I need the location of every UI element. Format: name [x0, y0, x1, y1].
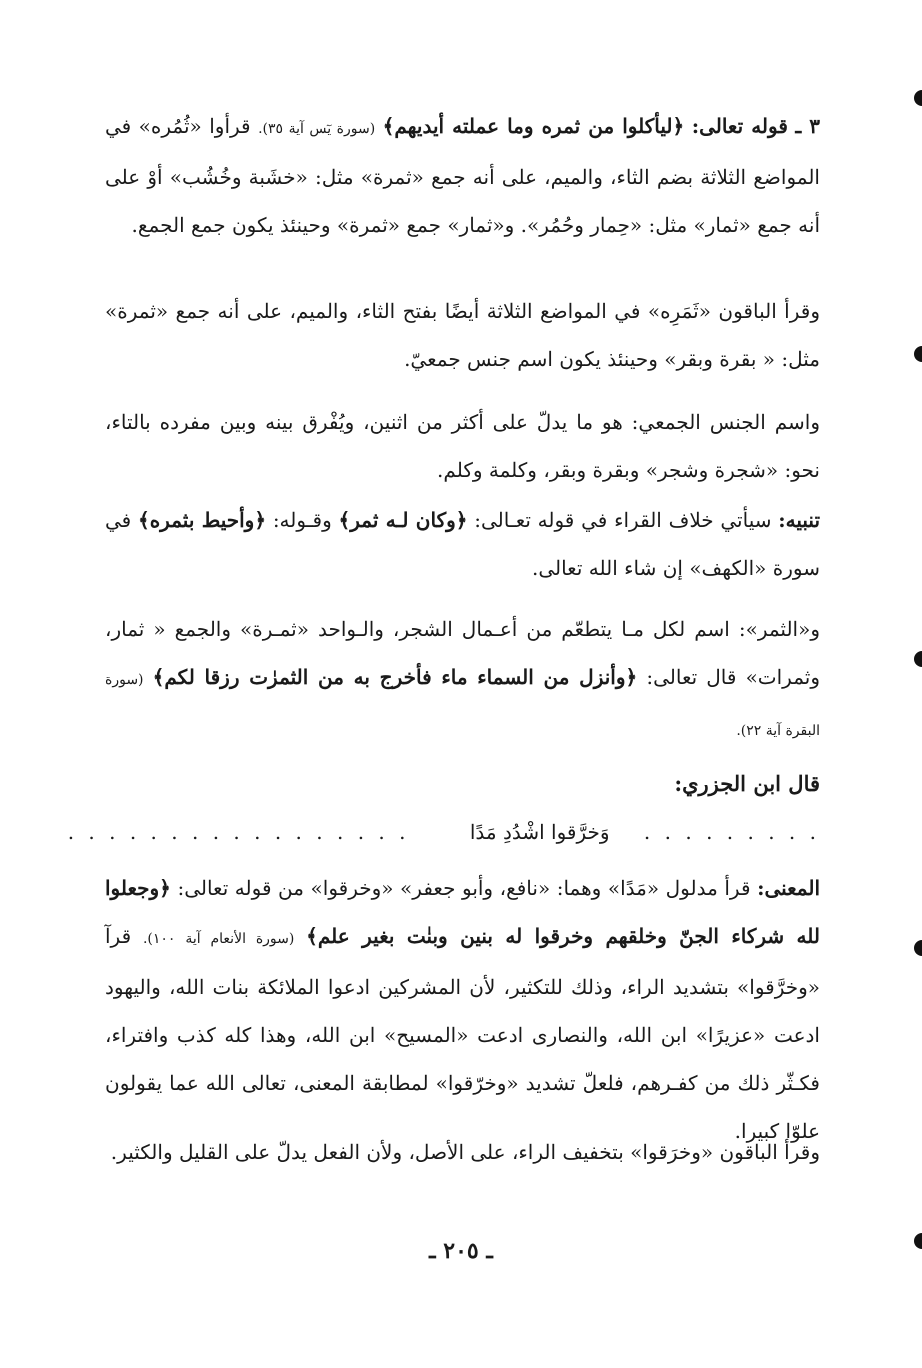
section-heading: قال ابن الجزري: — [674, 771, 820, 796]
paragraph-text: قرأوا «ثُمُره» في المواضع الثلاثة بضم الثاء، والميم، على أنه جمع «ثمرة» مثل: «خشَبة وخُشُب» أوْ على أنه جمع «ثمار» مثل: «حِمار وحُمُر». و«ثمار» جمع «ثمرة» وحينئذ يكون جمع الجمع. — [105, 114, 820, 237]
verse-text: وَخرَّقوا اشْدُدِ مَدًا — [469, 820, 610, 844]
meaning-label: المعنى: — [757, 876, 821, 900]
quranic-quote: ﴿وأنزل من السماء ماء فأخرج به من الثمرٰت رزقا لكم﴾ — [152, 665, 638, 689]
quranic-quote: ﴿ليأكلوا من ثمره وما عملته أيديهم﴾ — [382, 114, 685, 138]
paragraph-text: وقـوله: — [272, 508, 332, 532]
item-number: ٣ ـ — [795, 114, 821, 138]
surah-reference: (سورة البقرة آية ٢٢). — [105, 672, 820, 739]
poem-verse — [67, 808, 820, 856]
note-label: تنبيه: — [778, 508, 821, 532]
paragraph-text: قرأ مدلول «مَدًا» وهما: «نافع، وأبو جعفر» «وخرقوا» من قوله تعالى: — [177, 876, 751, 900]
paragraph-3: واسم الجنس الجمعي: هو ما يدلّ على أكثر من اثنين، ويُفْرق بينه وبين مفرده بالتاء، نحو: «شجرة وشجر» وبقرة وبقر، وكلمة وكلم. — [105, 410, 820, 482]
binding-mark — [914, 346, 922, 362]
quranic-quote: ﴿وكان لـه ثمر﴾ — [338, 508, 468, 532]
paragraph-text: سيأتي خلاف القراء في قوله تعـالى: — [474, 508, 772, 532]
verse-ellipsis-left: . . . . . . . . . . . . . . . . . — [67, 820, 410, 844]
surah-reference: (سورة يٓس آية ٣٥). — [258, 121, 376, 137]
paragraph-6 — [105, 864, 820, 1155]
paragraph-5 — [105, 605, 820, 755]
quranic-quote: ﴿وأحيط بثمره﴾ — [137, 508, 267, 532]
paragraph-text: قرآ «وخرَّقوا» بتشديد الراء، وذلك للتكثير، لأن المشركين ادعوا الملائكة بنات الله، واليهود ادعت «عزيرًا» ابن الله، والنصارى ادعت «المسيح» ابن الله، وهذا كله كذب وافتراء، فكـثّر ذلك من كفـرهم، فلعلّ تشديد «وخرّقوا» لمطابقة المعنى، تعالى الله عما يقولون علوّا كبيرا. — [105, 924, 820, 1143]
intro-phrase: قوله تعالى: — [691, 114, 788, 138]
paragraph-text: و«الثمر»: اسم لكل مـا يتطعّم من أعـمال الشجر، والـواحد «ثمـرة» والجمع « ثمار، وثمرات» قال تعالى: — [105, 617, 821, 689]
binding-mark — [914, 90, 922, 106]
surah-reference: (سورة الأنعام آية ١٠٠). — [142, 931, 295, 947]
binding-mark — [914, 940, 922, 956]
paragraph-7: وقرأ الباقون «وخرَقوا» بتخفيف الراء، على الأصل، ولأن الفعل يدلّ على القليل والكثير. — [110, 1140, 820, 1164]
paragraph-text: في سورة «الكهف» إن شاء الله تعالى. — [105, 508, 820, 580]
page-number: ـ ٢٠٥ ـ — [429, 1238, 493, 1264]
paragraph-4 — [105, 496, 820, 592]
paragraph-2: وقرأ الباقون «ثَمَرِه» في المواضع الثلاثة أيضًا بفتح الثاء، والميم، على أنه جمع «ثمرة» مثل: « بقرة وبقر» وحينئذ يكون اسم جنس جمعيّ. — [105, 299, 820, 371]
quranic-quote: ﴿وجعلوا لله شركاء الجنّ وخلقهم وخرقوا له بنين وبنٰت بغير علم﴾ — [105, 876, 820, 948]
verse-ellipsis-right: . . . . . . . . . — [643, 820, 820, 844]
paragraph-1 — [105, 102, 820, 249]
binding-mark — [914, 651, 922, 667]
